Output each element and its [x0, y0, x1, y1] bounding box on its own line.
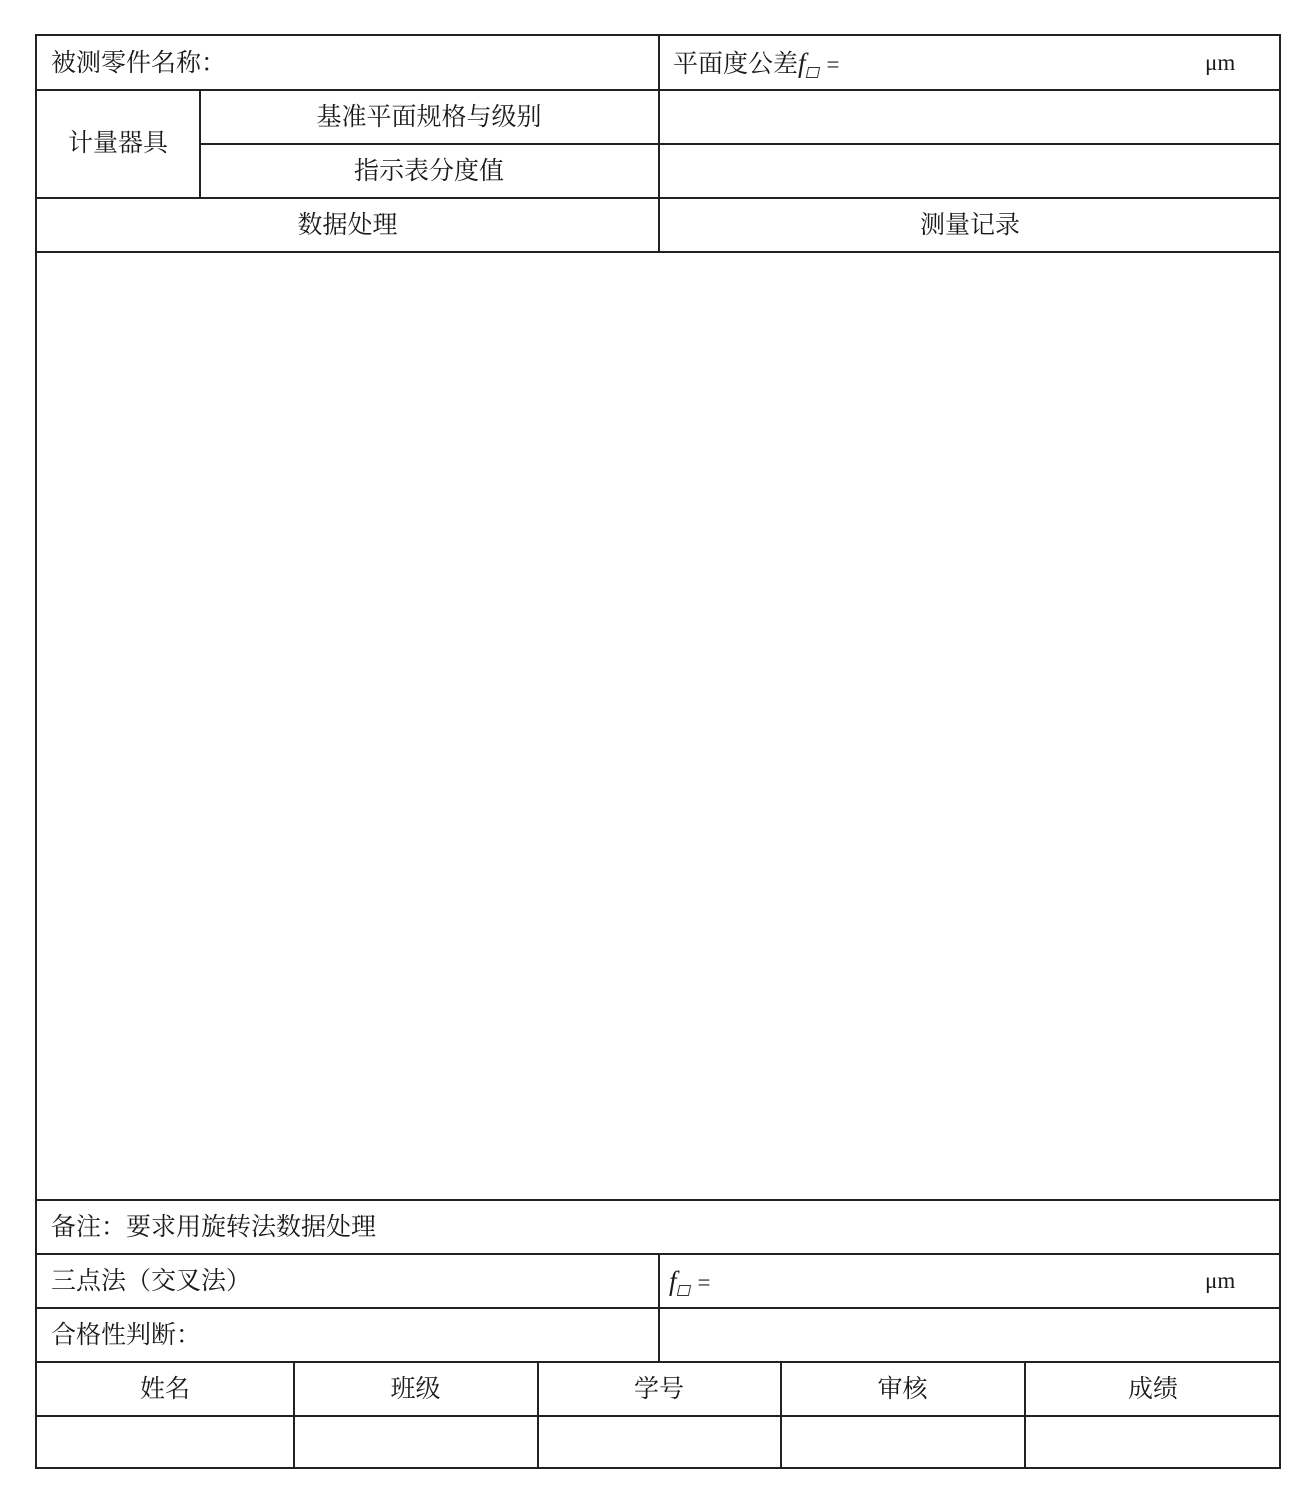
- review-field[interactable]: [783, 1418, 1022, 1468]
- data-processing-header: 数据处理: [297, 210, 398, 239]
- work-area[interactable]: [39, 254, 1279, 1197]
- three-point-label: 三点法（交叉法）: [51, 1266, 252, 1295]
- part-name-field[interactable]: [237, 40, 647, 86]
- three-point-result-label: [669, 1254, 711, 1308]
- measurement-record-header: 测量记录: [919, 210, 1020, 239]
- footer-col-grade: 成绩: [1127, 1374, 1178, 1403]
- footer-col-name: 姓名: [139, 1374, 190, 1403]
- remark-text: 备注：要求用旋转法数据处理: [51, 1212, 377, 1241]
- f-symbol: f: [798, 48, 806, 78]
- equals-sign: =: [697, 1270, 711, 1295]
- flatness-tolerance-field[interactable]: [877, 40, 1197, 86]
- three-point-result-field[interactable]: [737, 1258, 1197, 1304]
- indicator-division-label: 指示表分度值: [353, 156, 504, 185]
- flatness-symbol-icon: [805, 67, 819, 78]
- flatness-tolerance-label: [673, 36, 840, 90]
- flatness-tolerance-text: 平面度公差: [673, 49, 799, 78]
- unit-label: μm: [1205, 1268, 1236, 1293]
- measurement-form: [35, 34, 1281, 1469]
- conformity-label: 合格性判断：: [51, 1320, 202, 1349]
- footer-col-class: 班级: [390, 1374, 441, 1403]
- name-field[interactable]: [39, 1418, 291, 1468]
- footer-col-review: 审核: [877, 1374, 928, 1403]
- conformity-field[interactable]: [660, 1310, 1279, 1360]
- f-symbol: f: [669, 1266, 677, 1296]
- instruments-label: 计量器具: [67, 128, 168, 157]
- unit-label: μm: [1205, 50, 1236, 75]
- grade-field[interactable]: [1027, 1418, 1279, 1468]
- reference-plane-label: 基准平面规格与级别: [316, 102, 542, 131]
- class-field[interactable]: [296, 1418, 535, 1468]
- indicator-division-field[interactable]: [660, 145, 1279, 196]
- reference-plane-field[interactable]: [660, 91, 1279, 142]
- equals-sign: =: [826, 52, 840, 77]
- flatness-symbol-icon: [676, 1285, 690, 1296]
- footer-col-student-id: 学号: [633, 1374, 684, 1403]
- student-id-field[interactable]: [540, 1418, 778, 1468]
- part-name-label: 被测零件名称：: [51, 48, 227, 77]
